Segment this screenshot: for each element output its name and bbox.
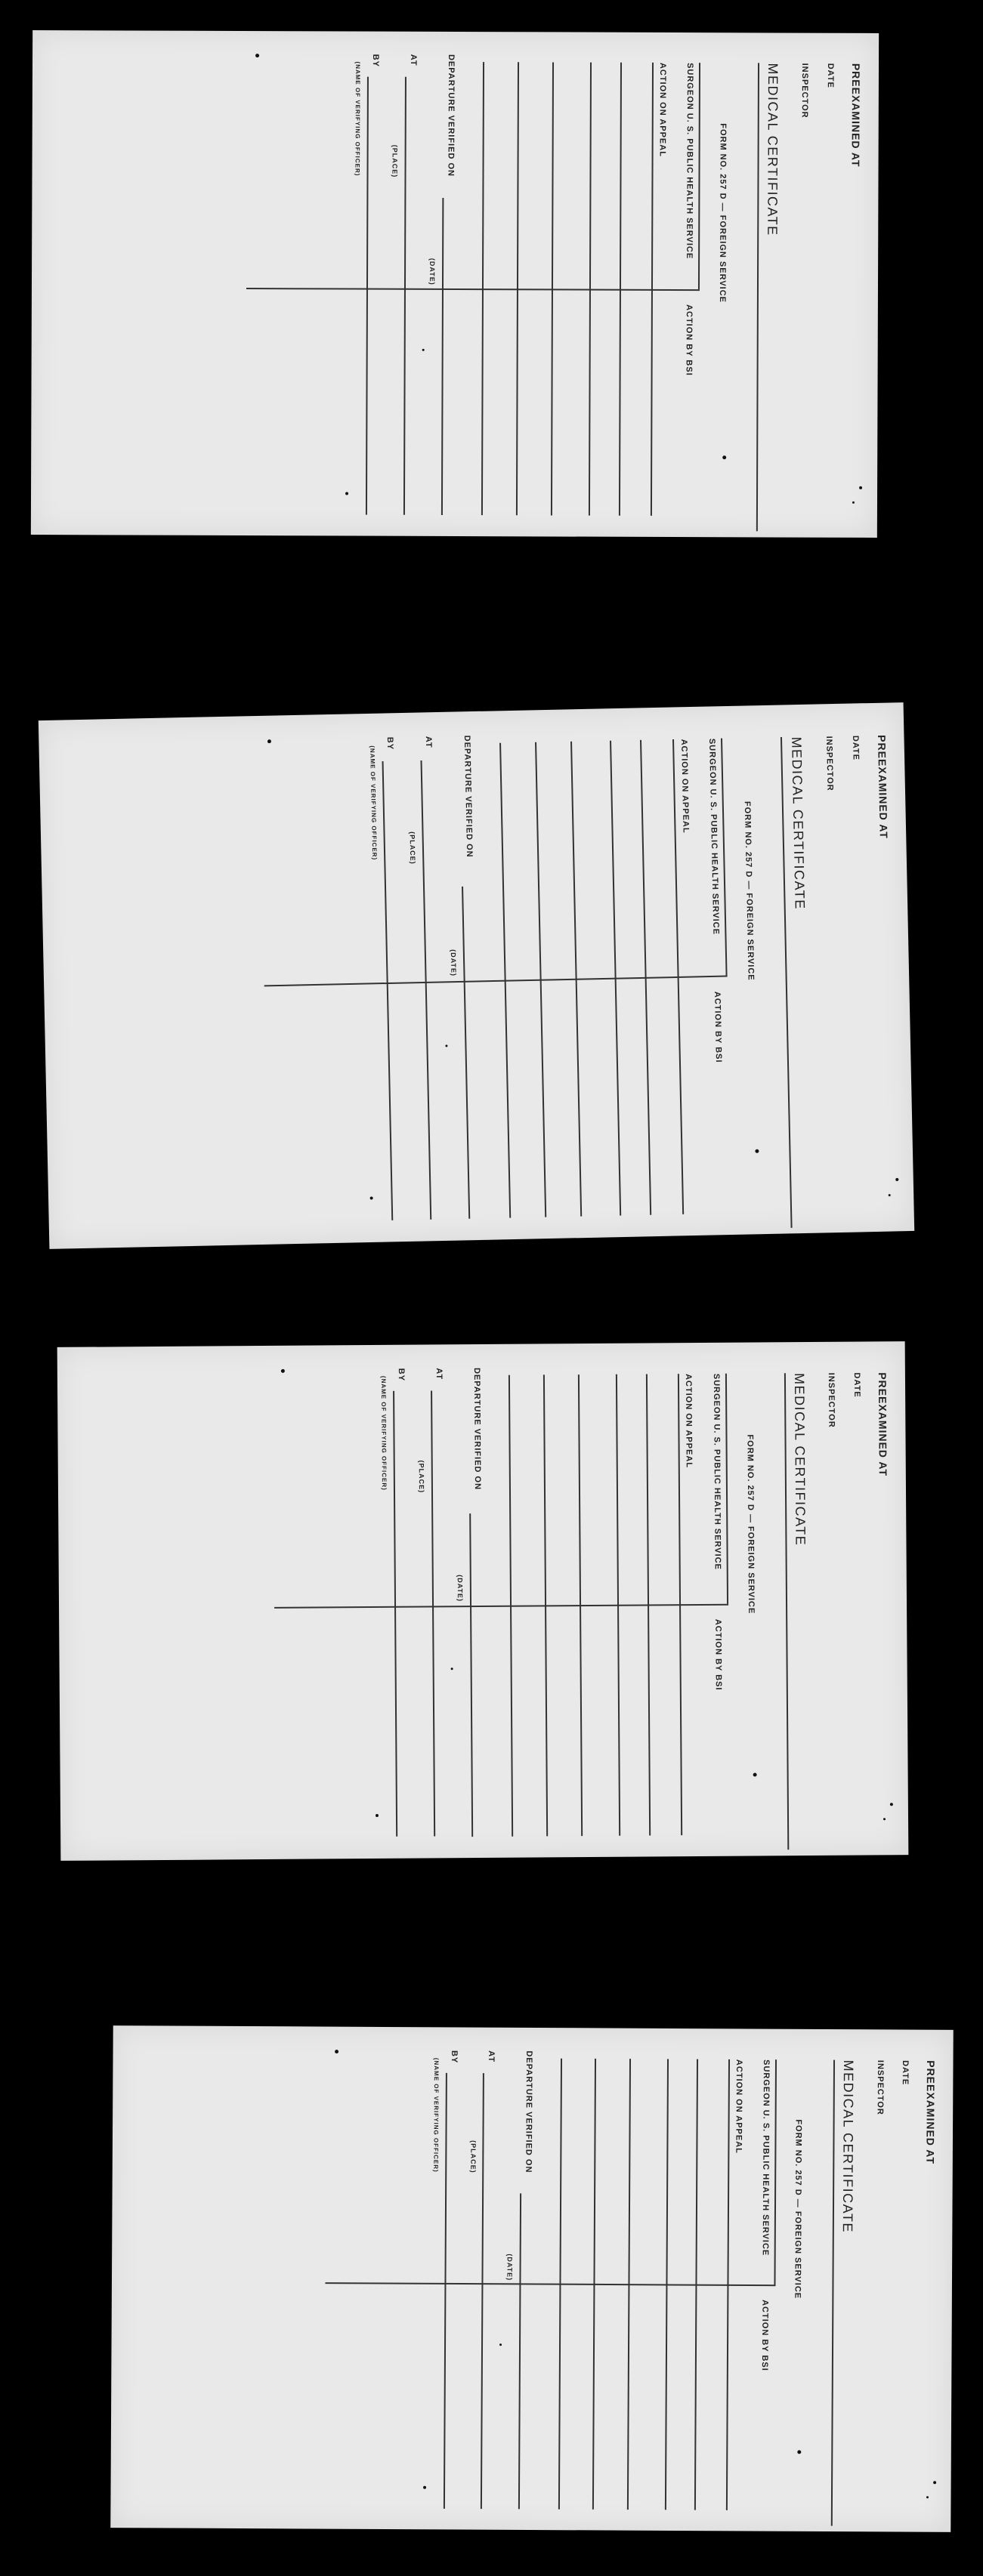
at-place-line	[431, 1390, 435, 1836]
action-appeal-label: ACTION ON APPEAL	[657, 62, 668, 157]
action-bsi-label: ACTION BY BSI	[684, 304, 694, 376]
inspector-label: INSPECTOR	[826, 1372, 836, 1428]
departure-label: DEPARTURE VERIFIED ON	[446, 54, 456, 177]
paper-speck	[451, 1667, 453, 1670]
departure-label: DEPARTURE VERIFIED ON	[523, 2050, 533, 2173]
certificate-face	[110, 2025, 953, 2532]
paper-speck	[422, 349, 425, 351]
medical-certificate-card-2	[39, 702, 914, 1249]
paper-speck	[933, 2481, 936, 2484]
departure-date-line	[518, 2193, 521, 2509]
action-split	[264, 975, 727, 986]
place-caption: (PLACE)	[391, 144, 399, 178]
date-caption: (DATE)	[505, 2253, 514, 2281]
action-split	[274, 1604, 728, 1609]
action-split	[325, 2282, 775, 2286]
at-label: AT	[434, 1368, 444, 1381]
certificate-line	[756, 63, 759, 531]
inspector-label: INSPECTOR	[799, 63, 810, 119]
surgeon-label: SURGEON U. S. PUBLIC HEALTH SERVICE	[706, 738, 720, 935]
by-officer-line	[443, 2072, 447, 2508]
form-number: FORM NO. 257 D — FOREIGN SERVICE	[742, 801, 756, 981]
paper-speck	[797, 2450, 801, 2454]
medical-certificate-title: MEDICAL CERTIFICATE	[765, 63, 781, 236]
preexamined-label: PREEXAMINED AT	[875, 734, 890, 839]
inspector-label: INSPECTOR	[875, 2059, 885, 2115]
departure-date-line	[441, 198, 444, 515]
certificate-line	[830, 2059, 834, 2525]
action-appeal-label: ACTION ON APPEAL	[733, 2059, 743, 2154]
certificate-face	[39, 702, 914, 1249]
surgeon-label: SURGEON U. S. PUBLIC HEALTH SERVICE	[685, 63, 695, 260]
paper-speck	[852, 501, 855, 504]
action-appeal-label: ACTION ON APPEAL	[679, 739, 691, 834]
place-caption: (PLACE)	[468, 2139, 477, 2173]
certificate-face	[31, 30, 879, 538]
medical-certificate-card-1	[31, 30, 879, 538]
departure-date-line	[462, 886, 470, 1218]
medical-certificate-title: MEDICAL CERTIFICATE	[839, 2059, 856, 2233]
action-appeal-label: ACTION ON APPEAL	[683, 1374, 694, 1469]
preexamined-label: PREEXAMINED AT	[923, 2059, 937, 2164]
form-number: FORM NO. 257 D — FOREIGN SERVICE	[792, 2118, 803, 2299]
paper-speck	[281, 1369, 285, 1373]
paper-speck	[255, 54, 259, 57]
certificate-line	[784, 1373, 789, 1849]
by-label: BY	[449, 2050, 459, 2063]
at-label: AT	[486, 2050, 496, 2062]
paper-speck	[926, 2496, 928, 2498]
date-caption: (DATE)	[428, 258, 437, 285]
paper-speck	[888, 1194, 890, 1196]
paper-speck	[499, 2343, 502, 2346]
by-officer-line	[366, 77, 369, 515]
surgeon-line	[725, 1374, 728, 1604]
paper-speck	[345, 492, 348, 495]
paper-speck	[369, 1196, 372, 1199]
surgeon-line	[720, 738, 727, 975]
at-label: AT	[409, 54, 419, 66]
paper-speck	[423, 2485, 426, 2488]
officer-caption: (NAME OF VERIFYING OFFICER)	[354, 61, 362, 177]
by-officer-line	[382, 761, 393, 1220]
at-place-line	[480, 2073, 484, 2509]
departure-label: DEPARTURE VERIFIED ON	[462, 735, 474, 858]
medical-certificate-card-3	[57, 1341, 909, 1861]
action-bsi-label: ACTION BY BSI	[713, 1618, 723, 1691]
paper-speck	[859, 486, 862, 489]
surgeon-label: SURGEON U. S. PUBLIC HEALTH SERVICE	[711, 1373, 722, 1570]
date-label: DATE	[825, 63, 836, 88]
by-officer-line	[393, 1391, 397, 1837]
medical-certificate-card-4	[110, 2025, 953, 2532]
surgeon-line	[698, 63, 700, 289]
inspector-label: INSPECTOR	[824, 736, 834, 791]
medical-certificate-title: MEDICAL CERTIFICATE	[791, 1372, 808, 1547]
preexamined-label: PREEXAMINED AT	[849, 63, 863, 168]
by-label: BY	[396, 1368, 406, 1382]
paper-speck	[267, 739, 270, 743]
paper-speck	[376, 1814, 379, 1817]
paper-speck	[753, 1772, 757, 1776]
preexamined-label: PREEXAMINED AT	[876, 1372, 889, 1477]
officer-caption: (NAME OF VERIFYING OFFICER)	[368, 745, 378, 860]
place-caption: (PLACE)	[407, 831, 416, 865]
paper-speck	[335, 2050, 338, 2053]
paper-speck	[722, 455, 726, 459]
form-number: FORM NO. 257 D — FOREIGN SERVICE	[717, 123, 728, 304]
form-number: FORM NO. 257 D — FOREIGN SERVICE	[745, 1434, 756, 1615]
action-split	[246, 288, 700, 291]
paper-speck	[883, 1818, 886, 1820]
at-place-line	[403, 77, 406, 515]
action-bsi-label: ACTION BY BSI	[712, 991, 723, 1063]
date-label: DATE	[900, 2059, 910, 2085]
departure-label: DEPARTURE VERIFIED ON	[471, 1368, 482, 1491]
at-place-line	[420, 760, 431, 1219]
date-label: DATE	[852, 1372, 862, 1398]
action-bsi-label: ACTION BY BSI	[759, 2299, 769, 2371]
departure-date-line	[469, 1513, 473, 1837]
date-caption: (DATE)	[456, 1575, 465, 1603]
officer-caption: (NAME OF VERIFYING OFFICER)	[379, 1375, 388, 1491]
by-label: BY	[371, 54, 381, 67]
by-label: BY	[385, 736, 394, 750]
surgeon-label: SURGEON U. S. PUBLIC HEALTH SERVICE	[760, 2059, 771, 2256]
at-label: AT	[423, 736, 433, 748]
paper-speck	[890, 1803, 893, 1806]
date-label: DATE	[850, 735, 861, 760]
paper-speck	[895, 1177, 898, 1180]
date-caption: (DATE)	[449, 949, 458, 976]
officer-caption: (NAME OF VERIFYING OFFICER)	[431, 2057, 440, 2173]
certificate-face	[57, 1341, 909, 1861]
surgeon-line	[774, 2059, 777, 2285]
place-caption: (PLACE)	[417, 1460, 425, 1494]
paper-speck	[755, 1149, 759, 1152]
paper-speck	[445, 1044, 447, 1047]
medical-certificate-title: MEDICAL CERTIFICATE	[788, 736, 808, 910]
